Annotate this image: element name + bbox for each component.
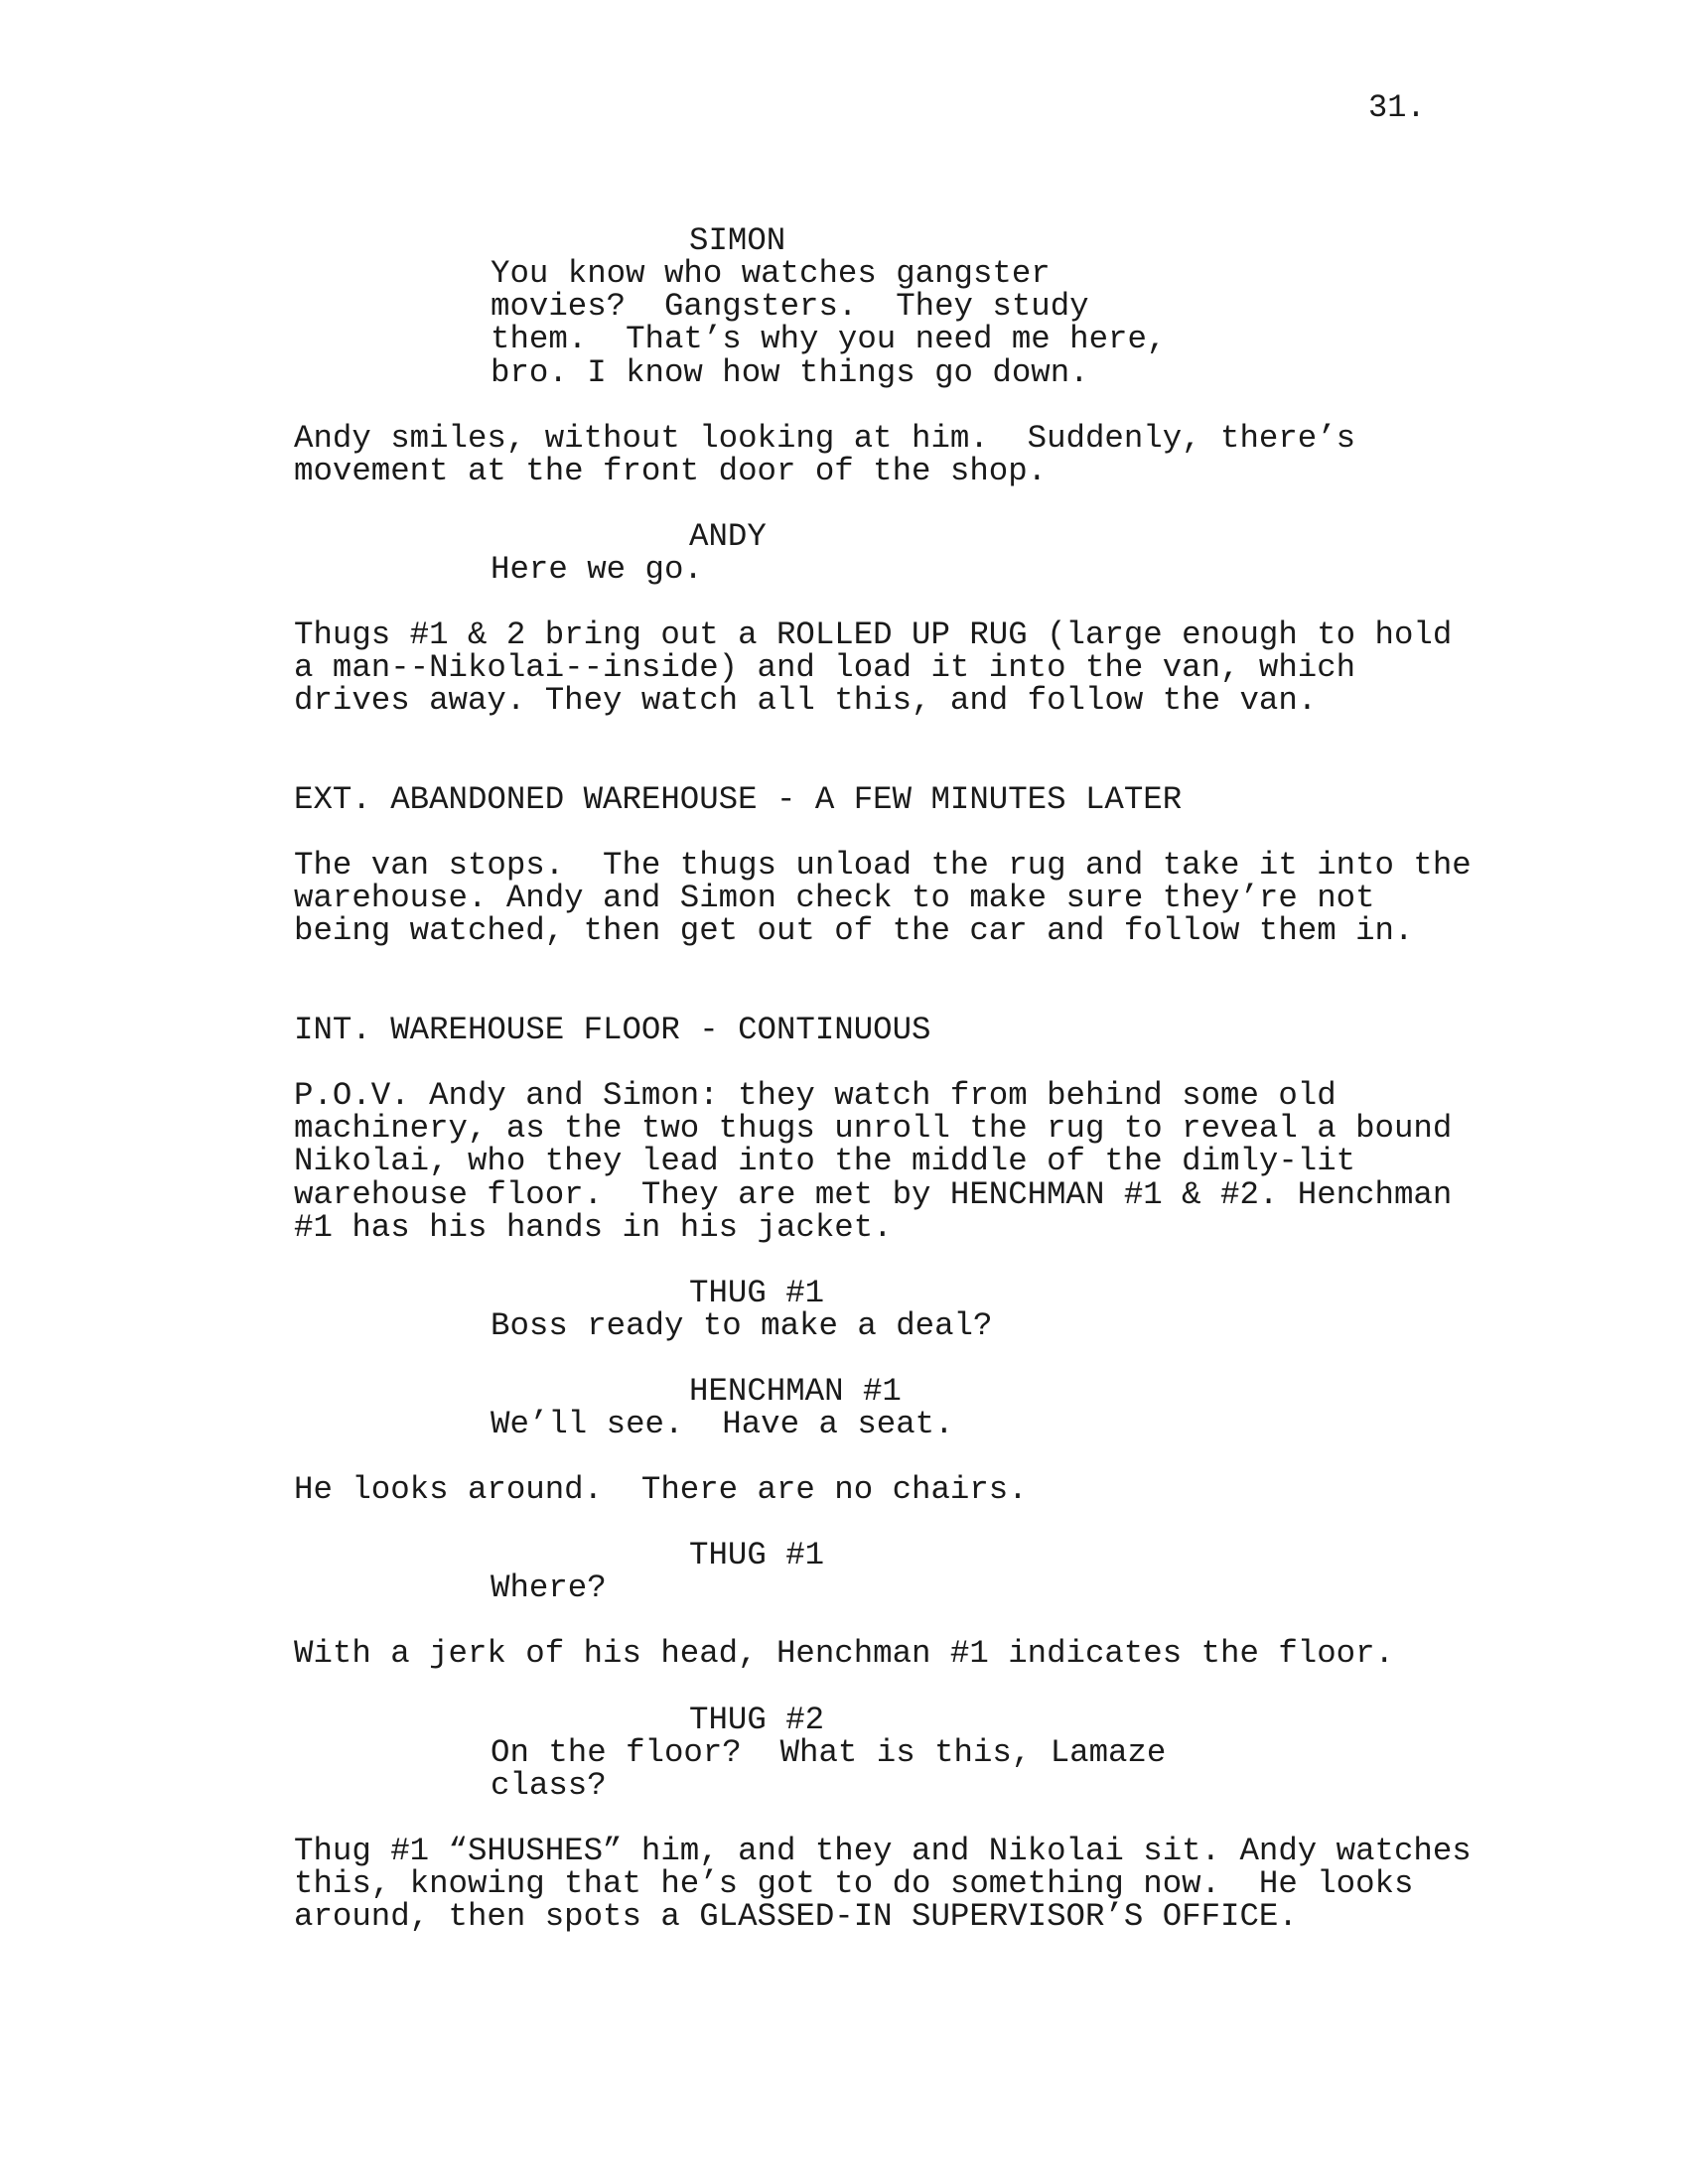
action-line: With a jerk of his head, Henchman #1 indicates the floor. (294, 1635, 1394, 1672)
page-number: 31. (1368, 89, 1426, 126)
action-line: P.O.V. Andy and Simon: they watch from behind some old machinery, as the two thugs unroll the rug to reveal a bound Nikolai, who they lead into the middle of the dimly-lit warehouse floor. They are met by HENCHMAN #1 & #2. Henchman #1 has his hands in his jacket. (294, 1077, 1453, 1246)
character-name: THUG #2 (689, 1702, 825, 1738)
dialogue: We’ll see. Have a seat. (491, 1406, 954, 1442)
dialogue: You know who watches gangster movies? Gangsters. They study them. That’s why you need me here, bro. I know how things go down. (491, 255, 1167, 391)
character-name: HENCHMAN #1 (689, 1373, 902, 1410)
action-line: He looks around. There are no chairs. (294, 1471, 1028, 1508)
character-name: SIMON (689, 222, 786, 259)
action-line: The van stops. The thugs unload the rug and take it into the warehouse. Andy and Simon check to make sure they’re not being watched, then get out of the car and follow them in. (294, 847, 1472, 950)
character-name: ANDY (689, 518, 767, 555)
dialogue: Where? (491, 1570, 607, 1606)
action-line: Thugs #1 & 2 bring out a ROLLED UP RUG (large enough to hold a man--Nikolai--inside) and load it into the van, which drives away. They watch all this, and follow the van. (294, 616, 1453, 720)
dialogue: Boss ready to make a deal? (491, 1307, 993, 1344)
character-name: THUG #1 (689, 1275, 825, 1311)
scene-heading: INT. WAREHOUSE FLOOR - CONTINUOUS (294, 1012, 931, 1048)
character-name: THUG #1 (689, 1537, 825, 1573)
action-line: Andy smiles, without looking at him. Suddenly, there’s movement at the front door of the shop. (294, 420, 1356, 490)
dialogue: Here we go. (491, 551, 703, 588)
action-line: Thug #1 “SHUSHES” him, and they and Nikolai sit. Andy watches this, knowing that he’s got to do something now. He looks around, then spots a GLASSED-IN SUPERVISOR’S OFFICE. (294, 1833, 1472, 1936)
dialogue: On the floor? What is this, Lamaze class? (491, 1734, 1167, 1805)
scene-heading: EXT. ABANDONED WAREHOUSE - A FEW MINUTES LATER (294, 781, 1183, 818)
